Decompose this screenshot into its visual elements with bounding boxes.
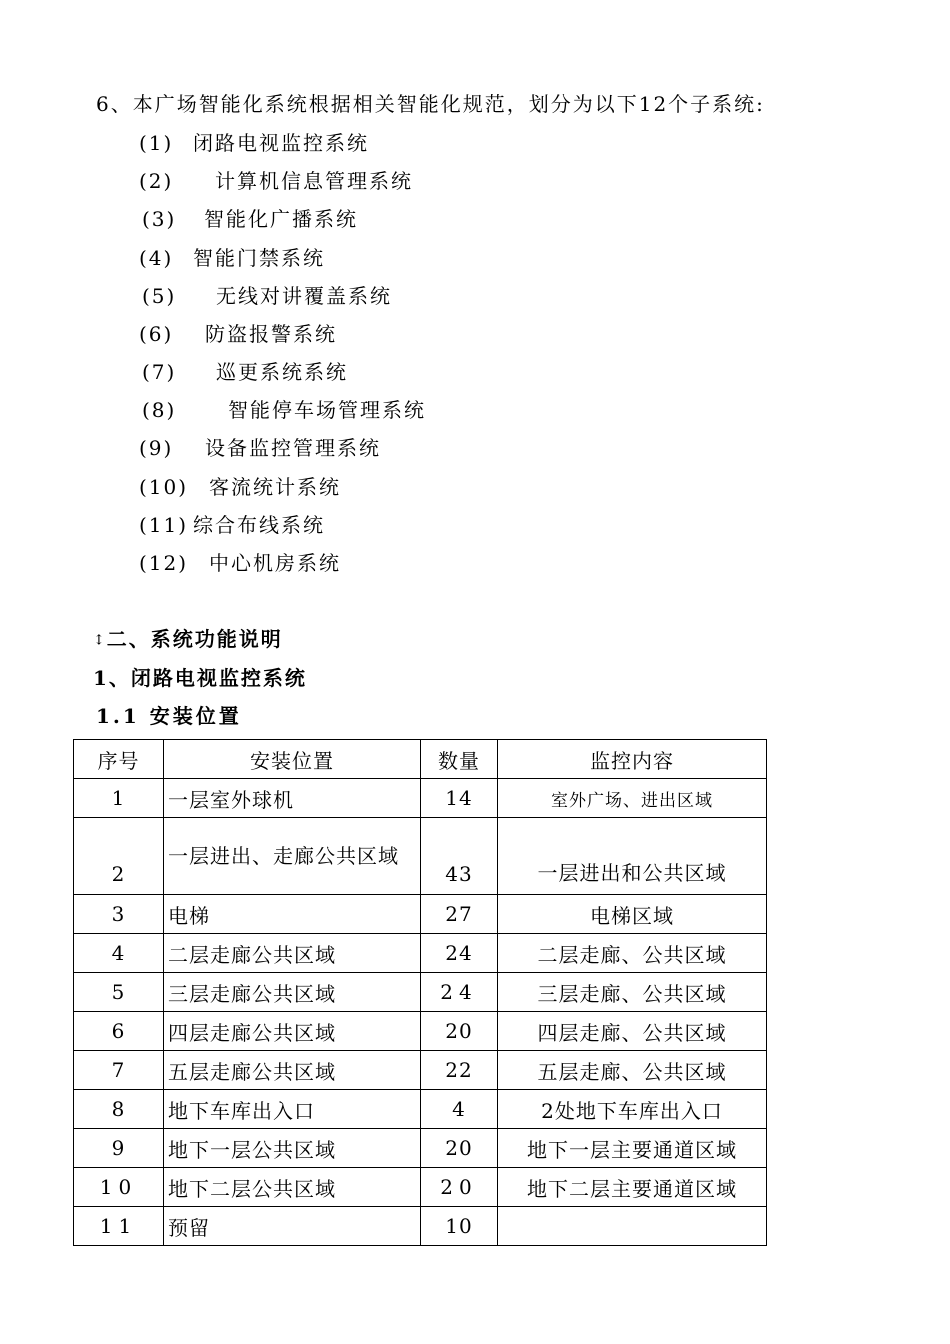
paragraph-mark-icon: ↕ [93, 632, 107, 649]
row-index: 6 [74, 1012, 164, 1051]
subsystem-item-2 [139, 169, 413, 193]
subsystem-number: (12) [139, 551, 189, 575]
subsystem-name: 闭路电视监控系统 [193, 131, 369, 155]
subsystem-name: 客流统计系统 [209, 475, 341, 499]
row-quantity: 43 [421, 818, 498, 895]
header-cell-content: 监控内容 [498, 740, 767, 779]
row-location: 预留 [164, 1207, 421, 1246]
row-index: 11 [74, 1207, 164, 1246]
subsystem-number: (10) [139, 475, 189, 499]
table-row [74, 1090, 767, 1129]
row-location: 四层走廊公共区域 [164, 1012, 421, 1051]
subsystem-name: 防盗报警系统 [205, 322, 337, 346]
subsystem-number: (1) [139, 131, 174, 155]
subsystem-item-4 [139, 246, 325, 270]
row-index: 2 [74, 818, 164, 895]
subsystem-item-8 [142, 398, 426, 422]
row-location: 五层走廊公共区域 [164, 1051, 421, 1090]
row-location: 二层走廊公共区域 [164, 934, 421, 973]
row-location: 电梯 [164, 895, 421, 934]
subsystem-number: (11) [139, 513, 189, 537]
subsystem-number: (2) [139, 169, 174, 193]
row-quantity: 22 [421, 1051, 498, 1090]
section-title-text: 二、系统功能说明 [106, 627, 283, 651]
subsystem-number: (9) [139, 436, 174, 460]
subsystem-item-7 [142, 360, 348, 384]
subsystem-item-6 [139, 322, 337, 346]
table-row [74, 934, 767, 973]
subsystem-number: (3) [142, 207, 177, 231]
row-index: 8 [74, 1090, 164, 1129]
row-index: 7 [74, 1051, 164, 1090]
row-quantity: 14 [421, 779, 498, 818]
table-row [74, 779, 767, 818]
row-quantity: 27 [421, 895, 498, 934]
row-content: 一层进出和公共区域 [498, 818, 767, 895]
row-index: 3 [74, 895, 164, 934]
subsystem-name: 设备监控管理系统 [205, 436, 381, 460]
subsection-title: 1、闭路电视监控系统 [93, 666, 307, 690]
row-index: 10 [74, 1168, 164, 1207]
row-quantity: 20 [421, 1012, 498, 1051]
header-cell-location: 安装位置 [164, 740, 421, 779]
subsystem-number: (5) [142, 284, 177, 308]
subsystem-number: (6) [139, 322, 174, 346]
row-location: 地下车库出入口 [164, 1090, 421, 1129]
row-quantity: 24 [421, 934, 498, 973]
subsystem-name: 智能化广播系统 [204, 207, 358, 231]
table-row [74, 818, 767, 895]
row-content: 室外广场、进出区域 [498, 779, 767, 818]
table-row [74, 895, 767, 934]
row-index: 9 [74, 1129, 164, 1168]
row-content: 地下二层主要通道区域 [498, 1168, 767, 1207]
row-quantity: 24 [421, 973, 498, 1012]
row-location: 地下一层公共区域 [164, 1129, 421, 1168]
subsystem-name: 中心机房系统 [209, 551, 341, 575]
subsystem-name: 巡更系统系统 [216, 360, 348, 384]
subsubsection-title: 1.1 安装位置 [96, 704, 242, 728]
row-location: 一层进出、走廊公共区域 [164, 818, 421, 895]
section-title [93, 627, 283, 653]
subsystem-name: 无线对讲覆盖系统 [216, 284, 392, 308]
subsystem-number: (7) [142, 360, 177, 384]
row-location: 三层走廊公共区域 [164, 973, 421, 1012]
row-location: 一层室外球机 [164, 779, 421, 818]
row-index: 4 [74, 934, 164, 973]
row-content: 四层走廊、公共区域 [498, 1012, 767, 1051]
row-content: 地下一层主要通道区域 [498, 1129, 767, 1168]
subsystem-number: (4) [139, 246, 174, 270]
row-content: 二层走廊、公共区域 [498, 934, 767, 973]
subsystem-item-11 [139, 513, 325, 537]
subsystem-item-1 [139, 131, 369, 155]
row-index: 1 [74, 779, 164, 818]
table-row [74, 973, 767, 1012]
header-cell-quantity: 数量 [421, 740, 498, 779]
subsystem-name: 计算机信息管理系统 [215, 169, 413, 193]
subsystem-name: 智能门禁系统 [193, 246, 325, 270]
row-quantity: 20 [421, 1129, 498, 1168]
row-quantity: 10 [421, 1207, 498, 1246]
subsystem-item-5 [142, 284, 392, 308]
table-row [74, 1012, 767, 1051]
subsystem-item-10 [139, 475, 341, 499]
intro-paragraph: 6、本广场智能化系统根据相关智能化规范，划分为以下12个子系统: [96, 92, 765, 116]
subsystem-name: 智能停车场管理系统 [228, 398, 426, 422]
row-location: 地下二层公共区域 [164, 1168, 421, 1207]
table-header-row [74, 740, 767, 779]
row-content: 三层走廊、公共区域 [498, 973, 767, 1012]
table-row [74, 1051, 767, 1090]
row-index: 5 [74, 973, 164, 1012]
installation-table [73, 739, 767, 1246]
row-quantity: 4 [421, 1090, 498, 1129]
table-row [74, 1168, 767, 1207]
subsystem-item-3 [142, 207, 358, 231]
row-content: 2处地下车库出入口 [498, 1090, 767, 1129]
subsystem-number: (8) [142, 398, 177, 422]
subsystem-name: 综合布线系统 [193, 513, 325, 537]
table-row [74, 1207, 767, 1246]
subsystem-item-12 [139, 551, 341, 575]
row-content: 电梯区域 [498, 895, 767, 934]
subsystem-item-9 [139, 436, 381, 460]
row-content: 五层走廊、公共区域 [498, 1051, 767, 1090]
row-quantity: 20 [421, 1168, 498, 1207]
header-cell-index: 序号 [74, 740, 164, 779]
table-row [74, 1129, 767, 1168]
row-content [498, 1207, 767, 1246]
